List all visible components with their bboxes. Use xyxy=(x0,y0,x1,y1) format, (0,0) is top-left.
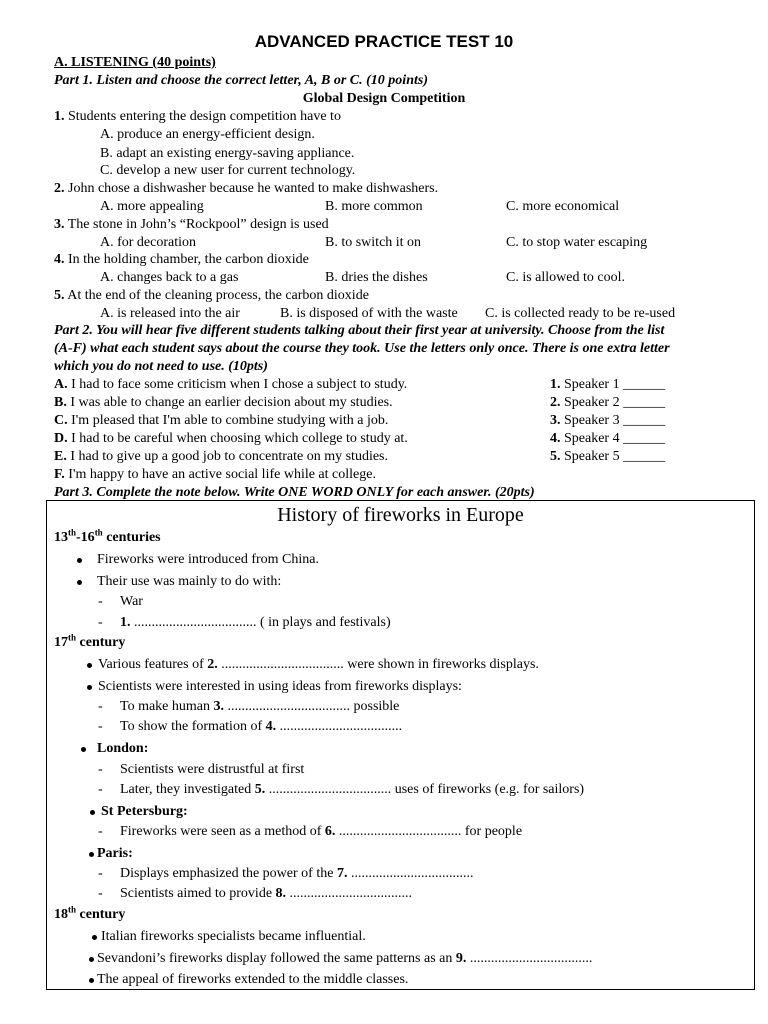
section-heading: A. LISTENING (40 points) xyxy=(54,55,216,70)
note-line: Italian fireworks specialists became influential. xyxy=(101,929,366,944)
gap-9 xyxy=(97,950,592,968)
part2-instruction-line2: (A-F) what each student says about the course they took. Use the letters only once. There is one extra letter xyxy=(54,341,670,356)
dash-icon: - xyxy=(98,719,103,734)
gap-8 xyxy=(120,885,412,903)
note-text: Various features of xyxy=(98,657,208,672)
ordinal-suffix: th xyxy=(94,527,103,538)
q4-option-a: A. changes back to a gas xyxy=(100,270,239,285)
gap-number: 1. xyxy=(120,615,131,630)
gap-6 xyxy=(120,823,522,841)
ordinal-suffix: th xyxy=(68,632,77,643)
period-heading-13-16 xyxy=(54,529,161,547)
option-f xyxy=(54,466,376,484)
option-text: I had to be careful when choosing which college to study at. xyxy=(71,431,408,446)
note-text: ................................... xyxy=(466,951,593,966)
note-text: ................................... uses of fireworks (e.g. for sailors) xyxy=(265,782,585,797)
speaker-label: Speaker 5 ______ xyxy=(564,449,666,464)
option-text: I was able to change an earlier decision about my studies. xyxy=(70,395,393,410)
note-text: ................................... xyxy=(286,886,413,901)
gap-number: 3. xyxy=(213,699,224,714)
note-text: To make human xyxy=(120,699,214,714)
part3-instruction: Part 3. Complete the note below. Write ONE WORD ONLY for each answer. (20pts) xyxy=(54,485,535,500)
q2-option-b: B. more common xyxy=(325,199,423,214)
question-number: 2. xyxy=(54,181,65,196)
gap-5 xyxy=(120,781,584,799)
speaker-number: 1. xyxy=(550,377,561,392)
q3-option-a: A. for decoration xyxy=(100,235,197,250)
period-number: 13 xyxy=(54,530,68,545)
note-text: ................................... possible xyxy=(224,699,400,714)
q1-option-c: C. develop a new user for current technology. xyxy=(100,163,356,178)
note-text: Sevandoni’s fireworks display followed the same patterns as an xyxy=(97,951,456,966)
gap-number: 9. xyxy=(455,951,467,966)
city-heading-london: London: xyxy=(97,741,149,756)
note-text: ................................... were shown in fireworks displays. xyxy=(217,657,539,672)
bullet-icon xyxy=(87,663,92,668)
part1-topic: Global Design Competition xyxy=(302,91,466,106)
note-line: Their use was mainly to do with: xyxy=(97,574,282,589)
question-number: 5. xyxy=(54,288,65,303)
q5-option-c: C. is collected ready to be re-used xyxy=(485,306,676,321)
question-4 xyxy=(54,251,309,269)
speaker-number: 4. xyxy=(550,431,561,446)
dash-icon: - xyxy=(98,782,103,797)
part2-instruction-line1: Part 2. You will hear five different students talking about their first year at university. Choose from the list xyxy=(54,323,665,338)
note-text: ................................... for people xyxy=(335,824,523,839)
bullet-icon xyxy=(87,685,92,690)
bullet-icon xyxy=(89,852,94,857)
dash-icon: - xyxy=(98,762,103,777)
speaker-label: Speaker 2 ______ xyxy=(564,395,666,410)
speaker-label: Speaker 4 ______ xyxy=(564,431,666,446)
period-label: centuries xyxy=(102,530,161,545)
option-a xyxy=(54,376,407,394)
period-label: century xyxy=(76,907,126,922)
note-text: ................................... xyxy=(347,866,474,881)
question-1 xyxy=(54,108,341,126)
q3-option-c: C. to stop water escaping xyxy=(506,235,648,250)
bullet-icon xyxy=(89,978,94,983)
ordinal-suffix: th xyxy=(68,527,77,538)
note-text: To show the formation of xyxy=(120,719,266,734)
speaker-4-answer xyxy=(550,430,665,448)
note-text: Later, they investigated xyxy=(120,782,255,797)
dash-icon: - xyxy=(98,699,103,714)
q4-option-b: B. dries the dishes xyxy=(325,270,428,285)
speaker-3-answer xyxy=(550,412,665,430)
speaker-label: Speaker 3 ______ xyxy=(564,413,666,428)
q1-option-b: B. adapt an existing energy-saving appliance. xyxy=(100,146,355,161)
period-heading-18 xyxy=(54,906,125,924)
bullet-icon xyxy=(81,747,86,752)
gap-text: ................................... ( in plays and festivals) xyxy=(130,615,391,630)
question-text: John chose a dishwasher because he wanted to make dishwashers. xyxy=(68,181,439,196)
question-text: In the holding chamber, the carbon dioxide xyxy=(68,252,309,267)
question-3 xyxy=(54,216,329,234)
option-e xyxy=(54,448,388,466)
note-text: Scientists aimed to provide xyxy=(120,886,276,901)
bullet-icon xyxy=(90,810,95,815)
q3-option-b: B. to switch it on xyxy=(325,235,422,250)
q2-option-a: A. more appealing xyxy=(100,199,204,214)
option-letter: D. xyxy=(54,431,68,446)
speaker-label: Speaker 1 ______ xyxy=(564,377,666,392)
bullet-icon xyxy=(77,558,82,563)
dash-icon: - xyxy=(98,886,103,901)
period-number: 18 xyxy=(54,907,68,922)
city-heading-st-petersburg: St Petersburg: xyxy=(101,804,188,819)
question-text: Students entering the design competition have to xyxy=(68,109,341,124)
part1-instruction: Part 1. Listen and choose the correct letter, A, B or C. (10 points) xyxy=(54,73,428,88)
q5-option-b: B. is disposed of with the waste xyxy=(280,306,458,321)
option-letter: A. xyxy=(54,377,68,392)
gap-4 xyxy=(120,718,402,736)
question-number: 4. xyxy=(54,252,65,267)
q4-option-c: C. is allowed to cool. xyxy=(506,270,625,285)
bullet-icon xyxy=(92,935,97,940)
speaker-5-answer xyxy=(550,448,665,466)
note-line: Scientists were distrustful at first xyxy=(120,762,305,777)
option-text: I'm happy to have an active social life while at college. xyxy=(68,467,376,482)
gap-number: 8. xyxy=(275,886,287,901)
gap-number: 6. xyxy=(324,824,336,839)
note-line: War xyxy=(120,594,143,609)
question-2 xyxy=(54,180,438,198)
ordinal-suffix: th xyxy=(68,904,77,915)
speaker-number: 2. xyxy=(550,395,561,410)
speaker-number: 3. xyxy=(550,413,561,428)
question-text: At the end of the cleaning process, the carbon dioxide xyxy=(67,288,369,303)
gap-2 xyxy=(98,656,539,674)
q5-option-a: A. is released into the air xyxy=(100,306,240,321)
dash-icon: - xyxy=(98,824,103,839)
city-heading-paris: Paris: xyxy=(97,846,133,861)
q2-option-c: C. more economical xyxy=(506,199,620,214)
option-text: I had to face some criticism when I chose a subject to study. xyxy=(71,377,408,392)
option-text: I had to give up a good job to concentrate on my studies. xyxy=(70,449,388,464)
gap-number: 5. xyxy=(254,782,266,797)
question-number: 3. xyxy=(54,217,65,232)
gap-1 xyxy=(120,614,391,632)
period-number: 17 xyxy=(54,635,68,650)
option-letter: B. xyxy=(54,395,67,410)
gap-3 xyxy=(120,698,399,716)
notes-box-title: History of fireworks in Europe xyxy=(277,504,524,526)
option-d xyxy=(54,430,408,448)
option-letter: C. xyxy=(54,413,68,428)
part2-instruction-line3: which you do not need to use. (10pts) xyxy=(54,359,268,374)
note-text: Displays emphasized the power of the xyxy=(120,866,337,881)
dash-icon: - xyxy=(98,615,103,630)
gap-number: 7. xyxy=(336,866,348,881)
gap-number: 4. xyxy=(265,719,277,734)
question-text: The stone in John’s “Rockpool” design is used xyxy=(67,217,329,232)
note-text: ................................... xyxy=(276,719,403,734)
note-line: The appeal of fireworks extended to the middle classes. xyxy=(97,972,409,987)
speaker-2-answer xyxy=(550,394,665,412)
option-c xyxy=(54,412,388,430)
option-letter: E. xyxy=(54,449,67,464)
note-line: Fireworks were introduced from China. xyxy=(97,552,319,567)
note-line: Scientists were interested in using ideas from fireworks displays: xyxy=(98,679,462,694)
option-letter: F. xyxy=(54,467,65,482)
period-heading-17 xyxy=(54,634,125,652)
option-b xyxy=(54,394,393,412)
speaker-1-answer xyxy=(550,376,665,394)
bullet-icon xyxy=(89,957,94,962)
gap-7 xyxy=(120,865,473,883)
question-5 xyxy=(54,287,369,305)
period-label: century xyxy=(76,635,126,650)
question-number: 1. xyxy=(54,109,65,124)
gap-number: 2. xyxy=(207,657,218,672)
option-text: I'm pleased that I'm able to combine studying with a job. xyxy=(71,413,389,428)
bullet-icon xyxy=(77,580,82,585)
note-text: Fireworks were seen as a method of xyxy=(120,824,325,839)
speaker-number: 5. xyxy=(550,449,561,464)
dash-icon: - xyxy=(98,866,103,881)
dash-icon: - xyxy=(98,594,103,609)
period-number: -16 xyxy=(76,530,95,545)
page-title: ADVANCED PRACTICE TEST 10 xyxy=(254,32,514,51)
q1-option-a: A. produce an energy-efficient design. xyxy=(100,127,315,142)
